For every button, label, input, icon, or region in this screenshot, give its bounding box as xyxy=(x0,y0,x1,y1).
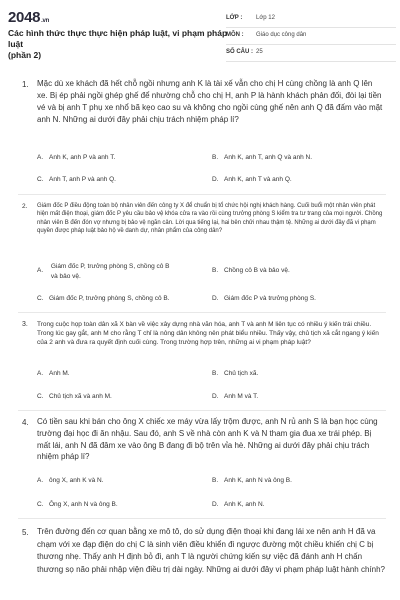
option-d[interactable] xyxy=(212,176,292,183)
question-number: 5. xyxy=(22,528,29,537)
option-text: Anh K, anh N. xyxy=(224,501,265,508)
option-letter: C. xyxy=(37,501,44,508)
option-c[interactable] xyxy=(37,501,118,508)
option-letter: C. xyxy=(37,176,44,183)
option-c[interactable] xyxy=(37,176,116,183)
option-b[interactable] xyxy=(212,477,292,484)
meta-subject-label: MÔN : xyxy=(226,32,244,38)
logo-suffix: .vn xyxy=(41,18,49,24)
meta-count-row xyxy=(226,45,396,62)
meta-class-value: Lớp 12 xyxy=(256,15,275,21)
option-d[interactable] xyxy=(212,295,316,302)
option-letter: C. xyxy=(37,295,44,302)
question-divider xyxy=(18,410,386,411)
meta-class-row xyxy=(226,11,396,28)
option-d[interactable] xyxy=(212,393,258,400)
option-text: ông X, anh K và N. xyxy=(49,477,104,484)
option-b[interactable] xyxy=(212,267,290,274)
option-letter: D. xyxy=(212,295,219,302)
option-letter: C. xyxy=(37,393,44,400)
meta-subject-row xyxy=(226,28,396,45)
option-b[interactable] xyxy=(212,370,258,377)
option-c[interactable] xyxy=(37,393,112,400)
meta-count-label: SỐ CÂU : xyxy=(226,49,253,55)
meta-count-value: 25 xyxy=(256,49,263,55)
option-a[interactable] xyxy=(37,262,170,282)
option-letter: A. xyxy=(37,267,44,274)
option-text: Anh M. xyxy=(49,370,70,377)
option-letter: A. xyxy=(37,370,44,377)
option-letter: D. xyxy=(212,501,219,508)
question-text: Trong cuộc họp toàn dân xã X bàn về việc xây dựng nhà văn hóa, anh T và anh M liên tục có nhiều ý kiến trái chiều. Trong lúc gay gắt, anh M cho rằng T chỉ là nông dân không nên phát biểu nhiều. Thấy vậy, chủ tịch xã cắt ngang ý kiến của 2 anh và đưa ra quyết định cuối cùng. Trong trường hợp trên, những ai vi phạm pháp luật? xyxy=(37,321,379,346)
option-text: Giám đốc P, trưởng phòng S, chồng cô B xyxy=(50,263,170,270)
option-letter: A. xyxy=(37,154,44,161)
option-letter: D. xyxy=(212,393,219,400)
document-title xyxy=(8,28,228,61)
logo-text: 2048 xyxy=(8,9,41,26)
option-text: Chủ tịch xã. xyxy=(224,370,259,377)
question-number: 4. xyxy=(22,418,29,427)
option-a[interactable] xyxy=(37,370,70,377)
option-d[interactable] xyxy=(212,501,264,508)
page-header xyxy=(0,0,400,64)
option-text: Giám đốc P, trưởng phòng S, chồng cô B. xyxy=(49,295,170,302)
option-a[interactable] xyxy=(37,477,104,484)
option-text: Anh T, anh P và anh Q. xyxy=(49,176,116,183)
site-logo[interactable] xyxy=(8,9,49,26)
document-title-line1: Các hình thức thực thực hiện pháp luật, vi phạm pháp luật xyxy=(8,28,228,49)
option-text: Ông X, anh N và ông B. xyxy=(49,501,118,508)
question-text: Trên đường đến cơ quan bằng xe mô tô, do sử dụng điện thoại khi đang lái xe nên anh H đã va chạm với xe đạp điện do chị C là sinh viên điều khiển đi ngược đường một chiều khiến chị C bị thương nhẹ. Thấy anh H định bỏ đi, anh T là người chứng kiến sự việc đã đánh anh H chấn thương sọ não phải nhập viện điều trị dài ngày. Những ai dưới đây vi phạm pháp luật hành chính? xyxy=(37,527,385,574)
option-letter: D. xyxy=(212,176,219,183)
option-b[interactable] xyxy=(212,154,312,161)
question-number: 1. xyxy=(22,80,29,89)
option-letter: B. xyxy=(212,477,219,484)
question-text: Có tiền sau khi bán cho ông X chiếc xe máy vừa lấy trộm được, anh N rủ anh S là bạn học cùng trường đại học đi ăn nhậu. Sau đó, anh S về nhà còn anh K và N tham gia đua xe trái phép. Bị mất lái, anh N đã đâm xe vào ông B đang đi bộ trên vỉa hè. Những ai dưới đây phải chịu trách nhiệm pháp lí? xyxy=(37,417,378,462)
option-text: Anh K, anh T, anh Q và anh N. xyxy=(224,154,313,161)
option-text: Chủ tịch xã và anh M. xyxy=(49,393,112,400)
meta-class-label: LỚP : xyxy=(226,15,243,21)
document-title-line2: (phần 2) xyxy=(8,50,42,60)
option-text: Anh K, anh P và anh T. xyxy=(49,154,116,161)
option-c[interactable] xyxy=(37,295,170,302)
option-letter: A. xyxy=(37,477,44,484)
option-letter: B. xyxy=(212,267,219,274)
option-text-block xyxy=(51,262,170,282)
question-divider xyxy=(18,518,386,519)
option-a[interactable] xyxy=(37,154,115,161)
option-letter: B. xyxy=(212,154,219,161)
document-meta xyxy=(226,11,396,62)
option-text: Chồng cô B và bảo vệ. xyxy=(224,267,290,274)
option-text: Anh K, anh T và anh Q. xyxy=(224,176,292,183)
question-divider xyxy=(18,312,386,313)
option-text-continued: và bảo vệ. xyxy=(50,273,81,280)
question-number: 2. xyxy=(22,203,28,210)
question-number: 3. xyxy=(22,321,28,328)
question-text: Mặc dù xe khách đã hết chỗ ngồi nhưng anh K là tài xế vẫn cho chị H cùng chồng là anh Q lên xe. Bị ép phải ngồi ghép ghế để nhường chỗ cho chị H, anh P là hành khách phản đối, đòi lại tiền vé và bị anh T phụ xe nhổ bã kẹo cao su và không cho ngồi cùng ghế nên anh Q đã đấm vào mặt anh N. Những ai dưới đây phải chịu trách nhiệm pháp lí? xyxy=(37,79,383,124)
question-divider xyxy=(18,194,386,195)
option-letter: B. xyxy=(212,370,219,377)
option-text: Giám đốc P và trưởng phòng S. xyxy=(224,295,316,302)
meta-subject-value: Giáo dục công dân xyxy=(256,32,307,38)
question-text: Giám đốc P điều động toàn bộ nhân viên đến công ty X để chuẩn bị tổ chức hội nghị khách hàng. Cuối buổi một nhân viên phát hiện mất điện thoại, giám đốc P yêu cầu bảo vệ khóa cửa ra vào rồi cùng trưởng phòng S kiểm tra tư trang của mọi người. Chồng nhân viên B đến đón vợ nhưng bị bảo vệ ngăn cản. Lời qua tiếng lại, hai bên chửi nhau thậm tệ. Những ai dưới đây đã vi phạm quyền được pháp luật bảo hộ về danh dự, nhân phẩm của công dân? xyxy=(37,203,383,234)
option-text: Anh M và T. xyxy=(224,393,259,400)
option-text: Anh K, anh N và ông B. xyxy=(224,477,292,484)
